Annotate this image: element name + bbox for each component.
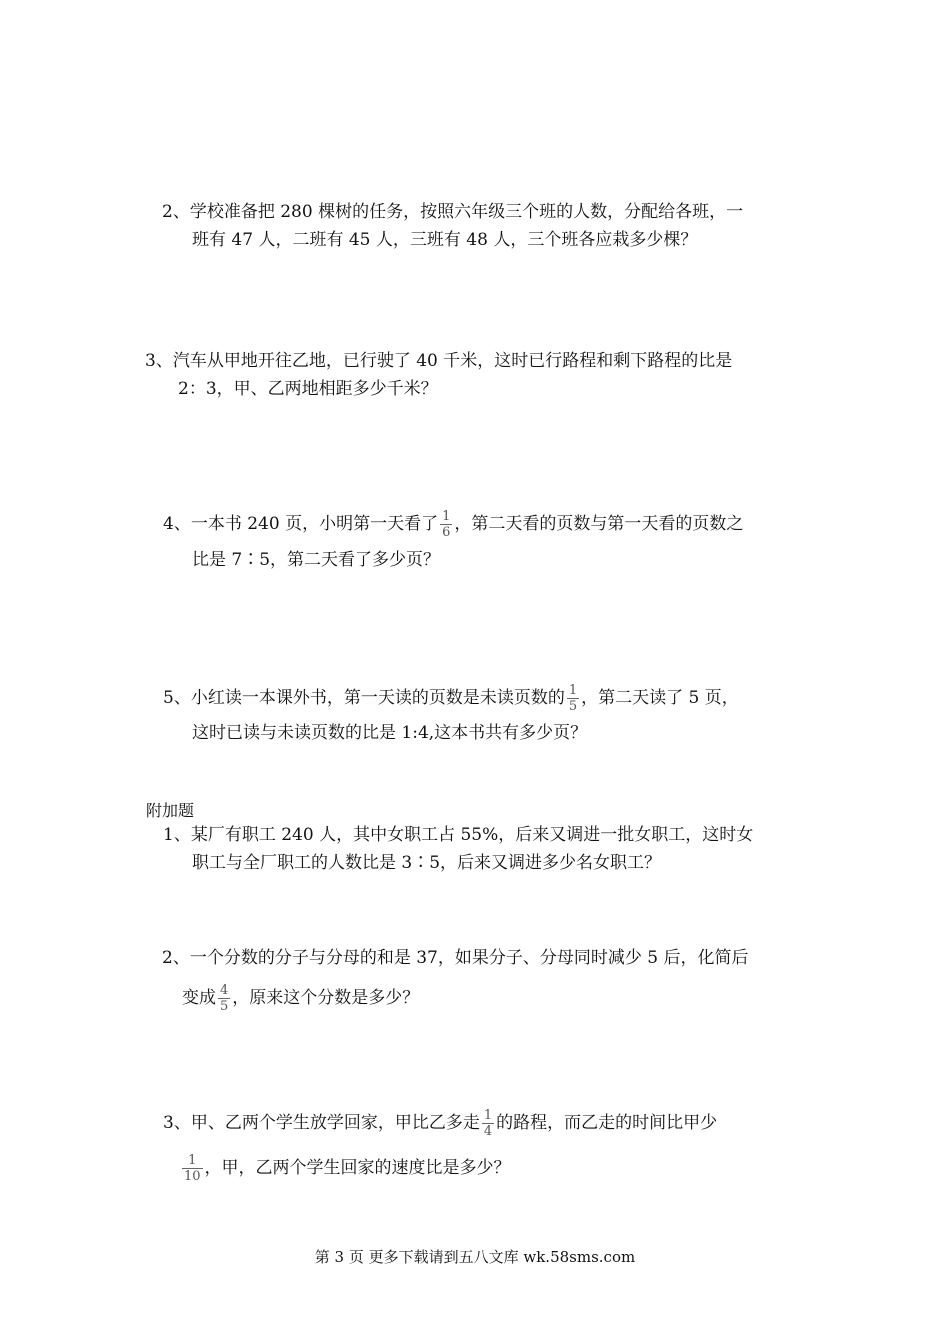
bonus-1-line-2: 职工与全厂职工的人数比是 3∶5，后来又调进多少名女职工？ — [192, 853, 662, 873]
fraction-one-fifth — [567, 683, 579, 714]
fraction-numerator: 1 — [182, 1153, 203, 1169]
problem-4-line-2: 比是 7∶5，第二天看了多少页？ — [192, 550, 441, 570]
bonus-2-line-2 — [182, 983, 419, 1014]
problem-5-line-1 — [163, 683, 739, 714]
bonus-3-line-1 — [163, 1108, 717, 1139]
fraction-four-fifths — [218, 983, 230, 1014]
fraction-denominator: 10 — [184, 1169, 201, 1184]
bonus-2-line-1: 2、一个分数的分子与分母的和是 37，如果分子、分母同时减少 5 后，化简后 — [162, 948, 749, 968]
bonus-heading: 附加题 — [146, 801, 195, 820]
problem-5-line-2: 这时已读与未读页数的比是 1:4,这本书共有多少页？ — [192, 723, 588, 743]
problem-3-line-1: 3、汽车从甲地开往乙地，已行驶了 40 千米，这时已行路程和剩下路程的比是 — [145, 351, 733, 371]
fraction-numerator: 1 — [568, 683, 578, 698]
fraction-denominator: 5 — [220, 999, 229, 1014]
bonus-2-text-a: 变成 — [182, 988, 216, 1008]
problem-5-text-a: 5、小红读一本课外书，第一天读的页数是未读页数的 — [163, 688, 565, 708]
problem-5-text-b: ，第二天读了 5 页， — [581, 688, 739, 708]
page-footer: 第 3 页 更多下载请到五八文库 wk.58sms.com — [314, 1248, 636, 1266]
fraction-one-tenth — [182, 1153, 203, 1184]
fraction-numerator: 4 — [220, 983, 229, 998]
bonus-3-text-b: 的路程，而乙走的时间比甲少 — [496, 1113, 718, 1133]
fraction-one-sixth — [440, 509, 452, 540]
problem-3-line-2: 2：3，甲、乙两地相距多少千米？ — [178, 379, 438, 399]
problem-4-text-b: ，第二天看的页数与第一天看的页数之 — [454, 514, 744, 534]
fraction-numerator: 1 — [442, 509, 451, 524]
bonus-2-text-b: ，原来这个分数是多少？ — [232, 988, 420, 1008]
fraction-denominator: 6 — [442, 525, 451, 540]
bonus-3-text-c: ，甲，乙两个学生回家的速度比是多少？ — [204, 1158, 511, 1178]
bonus-3-text-a: 3、甲、乙两个学生放学回家，甲比乙多走 — [163, 1113, 480, 1133]
problem-2-line-2: 班有 47 人，二班有 45 人，三班有 48 人，三个班各应栽多少棵？ — [192, 230, 698, 250]
problem-4-text-a: 4、一本书 240 页，小明第一天看了 — [163, 514, 439, 534]
fraction-one-quarter — [482, 1108, 494, 1139]
fraction-denominator: 4 — [483, 1124, 493, 1139]
fraction-numerator: 1 — [483, 1108, 493, 1123]
problem-4-line-1 — [163, 509, 743, 540]
fraction-denominator: 5 — [568, 699, 578, 714]
bonus-3-line-2 — [180, 1153, 511, 1184]
problem-2-line-1: 2、学校准备把 280 棵树的任务，按照六年级三个班的人数，分配给各班，一 — [162, 202, 744, 222]
bonus-1-line-1: 1、某厂有职工 240 人，其中女职工占 55%，后来又调进一批女职工，这时女 — [163, 825, 754, 845]
